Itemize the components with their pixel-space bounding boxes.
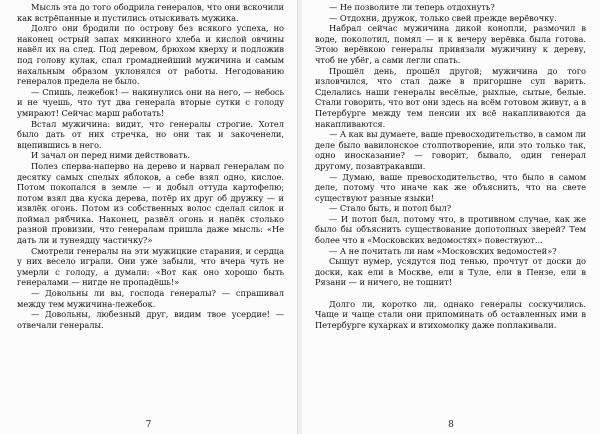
left-paragraph-6: Полез сперва-наперво на дерево и нарвал генералам по десятку самых спелых яблоков, а себе взял одно, кислое. Потом покопался в земле — и добыл оттуда картофелю; потом взял два куска дерева, потёр их друг об дружку — и извлёк огонь. Потом из собственных волос сделал силок и поймал рябчика. Наконец, развёл огонь и напёк столько разной провизии, что генералам пришла даже мысль: «Не дать ли и тунеядцу частичку?» bbox=[17, 160, 284, 246]
right-paragraph-10: Сыщут нумер, усядутся под тенью, прочтут от доски до доски, как ели в Москве, ели в Туле, ели в Пензе, ели в Рязани — и ничего, не тошнит! bbox=[315, 256, 586, 288]
left-paragraph-5: И зачал он перед ними действовать. bbox=[31, 150, 191, 161]
left-paragraph-8: — Довольны ли вы, господа генералы? — спрашивал между тем мужичина-лежебок. bbox=[17, 288, 284, 309]
left-paragraph-9: — Довольны, любезный друг, видим твое усердие! — отвечали генералы. bbox=[17, 309, 284, 330]
right-paragraph-2: — Отдохни, дружок, только свей прежде верёвочку. bbox=[329, 12, 557, 23]
left-paragraph-1: Мысль эта до того ободрила генералов, что они вскочили как встрёпанные и пустились отыскивать мужика. bbox=[17, 2, 284, 23]
right-page bbox=[302, 0, 600, 434]
right-paragraph-4: Прошёл день, прошёл другой; мужичина до того изловчился, что стал даже в пригоршне суп варить. Сделались наши генералы весёлые, рыхлые, сытые, белые. Стали говорить, что вот они здесь на всём готовом живут, а в Петербурге между тем пенсии их всё накапливаются да накапливаются. bbox=[315, 65, 586, 129]
left-paragraph-7: Смотрели генералы на эти мужицкие старания, и сердца у них весело играли. Они уже забыли, что вчера чуть не умерли с голоду, а думали: «Вот как оно хорошо быть генералами — нигде не пропадёшь!» bbox=[17, 245, 284, 288]
right-paragraph-9: — А не почитать ли нам «Московских ведомостей»? bbox=[329, 245, 557, 256]
right-paragraph-6: — Думаю, ваше превосходительство, что было в самом деле, потому что иначе как же объяснить, что на свете существуют разные языки! bbox=[315, 171, 586, 203]
left-paragraph-3: — Спишь, лежебок! — накинулись они на него, — небось и не чуешь, что тут два генерала вторые сутки с голоду умирают! Сейчас марш работать! bbox=[17, 86, 284, 118]
right-paragraph-3: Набрал сейчас мужичина дикой конопли, размочил в воде, поколотил, помял — и к вечеру верёвка была готова. Этою верёвкою генералы привязали мужичину к дереву, чтоб не убёг, а сами легли спать. bbox=[315, 23, 586, 65]
page-number-right: 8 bbox=[448, 420, 454, 430]
right-paragraph-11: Долго ли, коротко ли, однако генералы соскучились. Чаще и чаще стали они припоминать об оставленных ими в Петербурге кухарках и втихомолку даже поплакивали. bbox=[315, 298, 586, 330]
right-paragraph-5: — А как вы думаете, ваше превосходительство, в самом ли деле было вавилонское столпотворение, или это только так, одно иносказание? — говорит, бывало, один генерал другому, позавтракавши. bbox=[315, 129, 587, 171]
page-number-left: 7 bbox=[145, 420, 152, 430]
left-paragraph-2: Долго они бродили по острову без всякого успеха, но наконец острый запах мякинного хлеба и кислой овчины навёл их на след. Под деревом, брюхом кверху и подложив под голову кулак, спал громаднейший мужичина и самым нахальным образом уклонялся от работы. Негодованию генералов предела не было. bbox=[17, 23, 284, 87]
left-paragraph-4: Встал мужичина: видит, что генералы строгие. Хотел было дать от них стречка, но они так и закоченели, вцепившись в него. bbox=[17, 118, 284, 150]
right-paragraph-7: — Стало быть, и потоп был? bbox=[329, 203, 452, 214]
left-page bbox=[0, 0, 298, 434]
right-paragraph-1: — Не позволите ли теперь отдохнуть? bbox=[329, 2, 495, 12]
right-paragraph-8: — И потоп был, потому что, в противном случае, как же было бы объяснить существование допотопных зверей? Тем более что в «Московских ведомостях» повествуют... bbox=[315, 213, 586, 246]
